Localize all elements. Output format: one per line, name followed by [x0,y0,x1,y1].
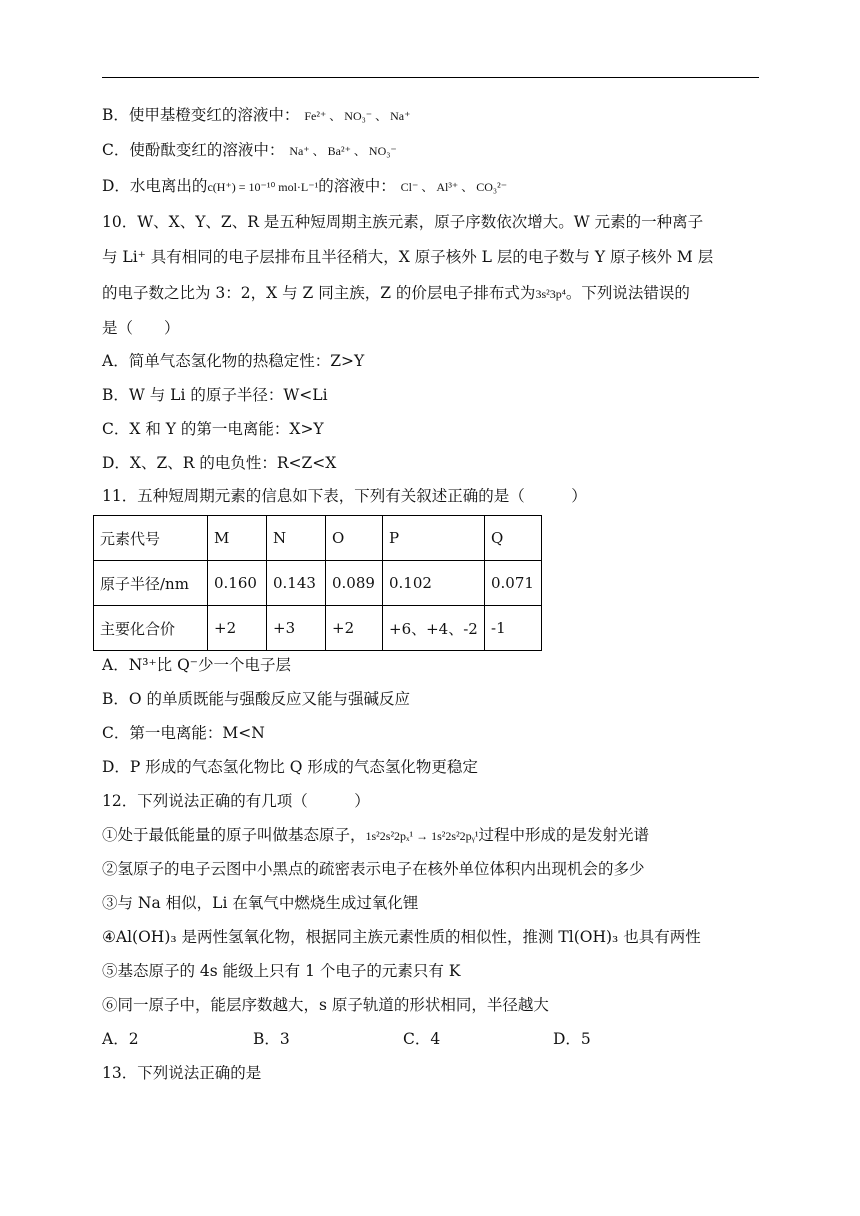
table-cell: M [208,516,267,561]
q12-item-3: ③与 Na 相似，Li 在氧气中燃烧生成过氧化锂 [102,894,419,912]
q10-stem-line3-a: 的电子数之比为 3：2，X 与 Z 同主族，Z 的价层电子排布式为 [102,284,536,302]
q11-option-a: A．N³⁺比 Q⁻少一个电子层 [102,656,291,674]
q10-stem-line3-b: 。下列说法错误的 [565,284,690,302]
q11-option-b: B．O 的单质既能与强酸反应又能与强碱反应 [102,690,411,708]
q10-stem-line4: 是（ ） [102,319,180,337]
q12-item-1 [102,824,649,847]
q9-option-d-formula: c(H⁺) = 10⁻¹⁰ mol·L⁻¹ [207,180,319,194]
table-cell: +2 [208,606,267,651]
q12-item-6: ⑥同一原子中，能层序数越大，s 原子轨道的形状相同，半径越大 [102,996,549,1014]
table-cell: 原子半径/nm [94,561,208,606]
q12-item-1-b: 过程中形成的是发射光谱 [478,826,649,844]
q12-choice-c: C．4 [403,1030,441,1048]
q11-stem: 11．五种短周期元素的信息如下表，下列有关叙述正确的是（ ） [102,487,587,505]
q9-option-d [102,175,507,198]
q10-option-d: D．X、Z、R 的电负性：R<Z<X [102,454,337,472]
table-cell: 0.143 [267,561,326,606]
q10-option-a: A．简单气态氢化物的热稳定性：Z>Y [102,352,365,370]
q12-item-1-formula: 1s²2s²2pₓ¹ → 1s²2s²2pᵧ¹ [365,829,479,843]
q12-item-5: ⑤基态原子的 4s 能级上只有 1 个电子的元素只有 K [102,962,461,980]
q9-option-d-mid: 的溶液中： [318,177,396,195]
table-cell: 0.071 [485,561,542,606]
table-cell: O [326,516,383,561]
table-row [94,516,542,561]
element-info-table [93,515,542,651]
q12-choice-d: D．5 [553,1030,591,1048]
table-cell: N [267,516,326,561]
q9-option-b-text: B．使甲基橙变红的溶液中： [102,106,300,124]
table-cell: -1 [485,606,542,651]
q9-option-c-ions: Na⁺ 、 Ba²⁺ 、 NO₃⁻ [289,144,397,158]
table-cell: Q [485,516,542,561]
q9-option-b-ions: Fe²⁺ 、 NO₃⁻ 、 Na⁺ [304,109,411,123]
q9-option-c-text: C．使酚酞变红的溶液中： [102,141,285,159]
q9-option-d-ions: Cl⁻ 、 Al³⁺ 、 CO₃²⁻ [400,180,508,194]
q12-item-4: ④Al(OH)₃ 是两性氢氧化物，根据同主族元素性质的相似性，推测 Tl(OH)₃ 也具有两性 [102,928,701,946]
q10-stem-line3 [102,282,690,305]
table-cell: +6、+4、-2 [383,606,485,651]
q12-choice-b: B．3 [253,1030,290,1048]
table-cell: +2 [326,606,383,651]
q12-stem: 12．下列说法正确的有几项（ ） [102,792,370,810]
q10-stem-line1: 10．W、X、Y、Z、R 是五种短周期主族元素，原子序数依次增大。W 元素的一种离子 [102,213,704,231]
q10-option-b: B．W 与 Li 的原子半径：W<Li [102,386,328,404]
table-cell: P [383,516,485,561]
q12-item-1-a: ①处于最低能量的原子叫做基态原子， [102,826,366,844]
header-rule [102,77,759,78]
q12-item-2: ②氢原子的电子云图中小黑点的疏密表示电子在核外单位体积内出现机会的多少 [102,860,645,878]
table-row [94,606,542,651]
q9-option-c [102,139,397,162]
q10-option-c: C．X 和 Y 的第一电离能：X>Y [102,420,324,438]
q10-config-formula: 3s²3p⁴ [535,287,566,301]
table-cell: 0.089 [326,561,383,606]
table-cell: +3 [267,606,326,651]
q9-option-d-text: D．水电离出的 [102,177,208,195]
table-cell: 0.160 [208,561,267,606]
table-cell: 元素代号 [94,516,208,561]
table-cell: 主要化合价 [94,606,208,651]
table-cell: 0.102 [383,561,485,606]
q13-stem: 13．下列说法正确的是 [102,1064,262,1082]
q12-choice-a: A．2 [102,1030,139,1048]
q10-stem-line2: 与 Li⁺ 具有相同的电子层排布且半径稍大，X 原子核外 L 层的电子数与 Y 原子核外 M 层 [102,248,714,266]
table-row [94,561,542,606]
q11-option-d: D．P 形成的气态氢化物比 Q 形成的气态氢化物更稳定 [102,758,478,776]
q11-option-c: C．第一电离能：M<N [102,724,265,742]
q9-option-b [102,104,410,127]
